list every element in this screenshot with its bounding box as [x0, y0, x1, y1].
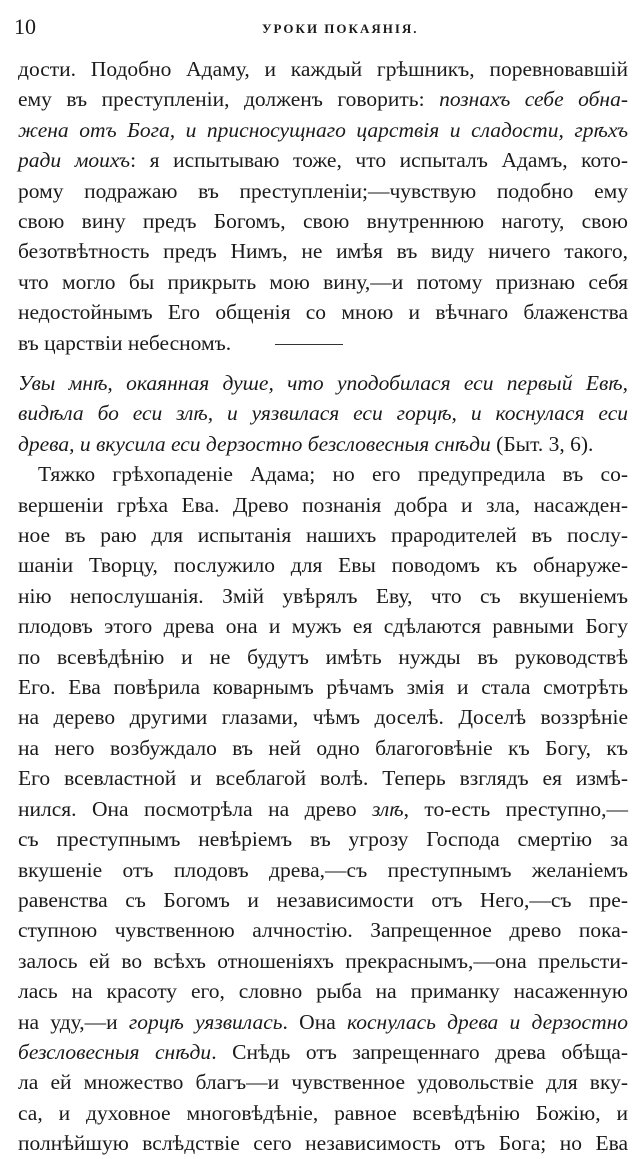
text-line: [18, 236, 628, 266]
italic-text: горцѣ уязвилась: [128, 1009, 283, 1034]
text-line: [18, 206, 628, 236]
text-run: залось ей во всѣхъ отношеніяхъ прекраснымъ,—она прельсти-: [18, 948, 628, 973]
italic-text: познахъ себе обна-: [439, 87, 628, 112]
text-run: са, и духовное многовѣдѣніе, равное всевѣдѣнію Божію, и: [18, 1100, 628, 1125]
text-run: плодовъ этого древа она и мужъ ея сдѣлаются равными Богу: [18, 614, 628, 639]
text-line: [18, 368, 628, 398]
text-line: [18, 145, 628, 175]
text-run: Его всевластной и всеблагой волѣ. Теперь взглядъ ея измѣ-: [18, 766, 628, 791]
text-line: [18, 328, 628, 358]
text-run: Тяжко грѣхопаденіе Адама; но его предупредила въ со-: [38, 462, 628, 487]
text-line: [18, 176, 628, 206]
text-line: [18, 763, 628, 793]
text-run: по всевѣдѣнію и не будутъ имѣть нужды въ руководствѣ: [18, 644, 628, 669]
text-line: [18, 115, 628, 145]
text-run: (Быт. 3, 6).: [490, 431, 594, 456]
paragraph-eve: [18, 368, 628, 1159]
text-line: [18, 915, 628, 945]
page-number: 10: [14, 14, 36, 39]
text-run: рому подражаю въ преступленіи;—чувствую подобно ему: [18, 178, 628, 203]
text-line: [18, 297, 628, 327]
text-line: [18, 1128, 628, 1158]
text-line: [18, 946, 628, 976]
text-run: на дерево другими глазами, чѣмъ доселѣ. Доселѣ воззрѣніе: [18, 705, 628, 730]
text-run: ему въ преступленіи, долженъ говорить:: [18, 87, 440, 112]
text-run: что могло бы прикрыть мою вину,—и потому признаю себя: [18, 269, 628, 294]
text-line: [18, 885, 628, 915]
text-run: ное въ раю для испытанія нашихъ прародителей въ послу-: [18, 523, 628, 548]
text-run: лась на красоту его, словно рыба на приманку насаженную: [18, 979, 628, 1004]
text-line: [18, 1007, 628, 1037]
text-run: Его. Ева повѣрила коварнымъ рѣчамъ змія и стала смотрѣть: [18, 675, 628, 700]
text-run: свою вину предъ Богомъ, свою внутреннюю наготу, свою: [18, 209, 628, 234]
text-line: [18, 54, 628, 84]
paragraph-adam: [18, 54, 628, 358]
text-run: дости. Подобно Адаму, и каждый грѣшникъ, поревновавшій: [18, 57, 628, 81]
text-run: . Снѣдь отъ запрещеннаго древа обѣща-: [211, 1039, 629, 1064]
text-run: нился. Она посмотрѣла на древо: [18, 796, 372, 821]
text-line: [18, 84, 628, 114]
text-line: [18, 824, 628, 854]
italic-text: злѣ: [371, 796, 404, 821]
text-line: [18, 702, 628, 732]
italic-text: ради моихъ: [18, 148, 131, 173]
italic-text: коснулась древа и дерзостно: [347, 1009, 629, 1034]
text-line: [18, 794, 628, 824]
italic-text: древа, и вкусила еси дерзостно безсловесныя снѣди: [18, 431, 491, 456]
text-run: , то-есть преступно,—: [403, 796, 628, 821]
text-line: [18, 1067, 628, 1097]
italic-text: жена отъ Бога, и присносущнаго царствія и сладости, грѣхъ: [18, 117, 628, 142]
text-run: ла ей множество благъ—и чувственное удовольствіе для вку-: [18, 1070, 628, 1095]
text-line: [18, 642, 628, 672]
text-run: равенства съ Богомъ и независимости отъ Него,—съ пре-: [18, 887, 628, 912]
text-run: нію непослушанія. Змій увѣрялъ Еву, что съ вкушеніемъ: [18, 583, 628, 608]
text-run: недостойнымъ Его общенія со мною и вѣчнаго блаженства: [18, 300, 628, 325]
text-line: [18, 398, 628, 428]
text-line: [18, 611, 628, 641]
text-run: вкушеніе отъ плодовъ древа,—съ преступнымъ желаніемъ: [18, 857, 628, 882]
text-line: [18, 855, 628, 885]
text-run: полнѣйшую вслѣдствіе сего независимость отъ Бога; но Ева: [18, 1131, 628, 1156]
text-run: вершеніи грѣха Ева. Древо познанія добра и зла, насажден-: [18, 492, 628, 517]
text-line: [18, 520, 628, 550]
text-line: [18, 1098, 628, 1128]
text-run: ступною чувственною алчностію. Запрещенное древо пока-: [18, 918, 628, 943]
italic-text: видѣла бо еси злѣ, и уязвилася еси горцѣ, и коснулася еси: [18, 401, 628, 426]
italic-text: Увы мнѣ, окаянная душе, что уподобилася еси первый Евѣ,: [18, 371, 628, 395]
text-line: [18, 459, 628, 489]
text-line: [18, 490, 628, 520]
text-line: [18, 672, 628, 702]
text-line: [18, 976, 628, 1006]
text-line: [18, 1037, 628, 1067]
text-line: [18, 550, 628, 580]
text-run: на него возбуждало въ ней одно благоговѣніе къ Богу, къ: [18, 735, 628, 760]
section-divider: [275, 344, 343, 345]
text-run: . Она: [282, 1009, 348, 1034]
text-line: [18, 267, 628, 297]
text-run: въ царствіи небесномъ.: [18, 330, 232, 355]
text-run: безотвѣтность предъ Нимъ, не имѣя въ виду ничего такого,: [18, 239, 628, 264]
page-header: [14, 14, 636, 46]
text-line: [18, 733, 628, 763]
text-run: на уду,—и: [18, 1009, 129, 1034]
text-run: съ преступнымъ невѣріемъ въ угрозу Господа смертію за: [18, 827, 628, 852]
text-run: шаніи Творцу, послужило для Евы поводомъ къ обнаруже-: [18, 553, 628, 578]
italic-text: безсловесныя снѣди: [18, 1039, 212, 1064]
text-line: [18, 581, 628, 611]
text-run: : я испытываю тоже, что испыталъ Адамъ, кото-: [130, 148, 628, 173]
text-line: [18, 429, 628, 459]
running-title: УРОКИ ПОКАЯНІЯ.: [262, 21, 419, 36]
